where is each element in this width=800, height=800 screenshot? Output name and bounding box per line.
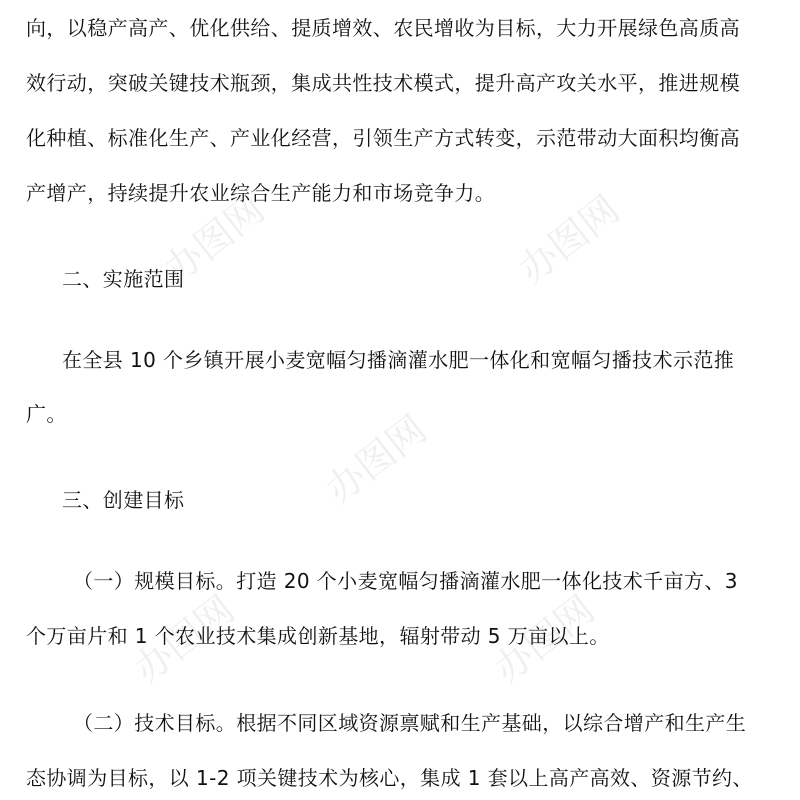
section-heading: 三、创建目标 xyxy=(62,488,185,512)
watermark-mark: 办图网 xyxy=(155,186,273,292)
paragraph-line: 在全县 10 个乡镇开展小麦宽幅匀播滴灌水肥一体化和宽幅匀播技术示范推 xyxy=(62,348,735,372)
watermark-mark: 办图网 xyxy=(317,406,435,512)
paragraph-line: 化种植、标准化生产、产业化经营，引领生产方式转变，示范带动大面积均衡高 xyxy=(26,126,740,150)
paragraph-line: 产增产，持续提升农业综合生产能力和市场竞争力。 xyxy=(26,181,496,205)
watermark-mark: 办图网 xyxy=(125,586,243,692)
paragraph-line: （一）规模目标。打造 20 个小麦宽幅匀播滴灌水肥一体化技术千亩方、3 xyxy=(73,569,738,593)
watermark-mark: 办图网 xyxy=(485,586,603,692)
paragraph-line: （二）技术目标。根据不同区域资源禀赋和生产基础，以综合增产和生产生 xyxy=(73,711,747,735)
paragraph-line: 态协调为目标，以 1-2 项关键技术为核心，集成 1 套以上高产高效、资源节约、 xyxy=(26,766,753,790)
section-heading: 二、实施范围 xyxy=(62,267,185,291)
watermark-mark: 办图网 xyxy=(510,186,628,292)
paragraph-line: 个万亩片和 1 个农业技术集成创新基地，辐射带动 5 万亩以上。 xyxy=(26,624,610,648)
paragraph-line: 广。 xyxy=(26,402,67,426)
paragraph-line: 效行动，突破关键技术瓶颈，集成共性技术模式，提升高产攻关水平，推进规模 xyxy=(26,71,740,95)
paragraph-line: 向，以稳产高产、优化供给、提质增效、农民增收为目标，大力开展绿色高质高 xyxy=(26,16,740,40)
